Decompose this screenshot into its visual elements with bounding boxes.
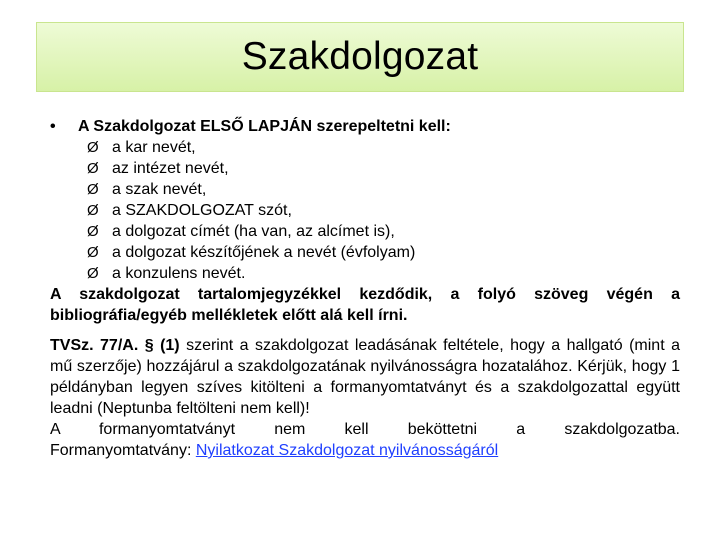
tvsz-reference: TVSz. 77/A. § (1) — [50, 337, 180, 354]
list-item — [87, 179, 680, 200]
bullet-icon: • — [50, 118, 56, 135]
list-item-text: a dolgozat készítőjének a nevét (évfolyam) — [112, 244, 416, 261]
page-title: Szakdolgozat — [241, 35, 479, 78]
arrow-bullet-icon: Ø — [87, 181, 99, 198]
arrow-bullet-icon: Ø — [87, 160, 99, 177]
list-item-text: a dolgozat címét (ha van, az alcímet is), — [112, 223, 395, 240]
form-link[interactable]: Nyilatkozat Szakdolgozat nyilvánosságáról — [195, 442, 499, 459]
arrow-bullet-icon: Ø — [87, 202, 99, 219]
tvsz-paragraph — [50, 335, 680, 419]
title-banner — [36, 22, 684, 92]
list-item-text: a konzulens nevét. — [112, 265, 246, 282]
list-item-text: a szak nevét, — [112, 181, 207, 198]
list-item-text: a SZAKDOLGOZAT szót, — [112, 202, 292, 219]
list-item — [87, 221, 680, 242]
arrow-bullet-icon: Ø — [87, 244, 99, 261]
list-item — [87, 137, 680, 158]
bullet-heading — [50, 116, 680, 137]
arrow-bullet-icon: Ø — [87, 139, 99, 156]
arrow-bullet-icon: Ø — [87, 223, 99, 240]
list-item — [87, 263, 680, 284]
list-item — [87, 158, 680, 179]
list-item-text: a kar nevét, — [112, 139, 196, 156]
required-items-list — [87, 137, 680, 284]
form-reference — [50, 440, 680, 461]
arrow-bullet-icon: Ø — [87, 265, 99, 282]
binding-note: A formanyomtatványt nem kell beköttetni a szakdolgozatba. — [50, 421, 680, 438]
toc-signature-note: A szakdolgozat tartalomjegyzékkel kezdődik, a folyó szöveg végén a bibliográfia/egyéb mellékletek előtt alá kell írni. — [50, 286, 680, 324]
form-label: Formanyomtatvány: — [50, 442, 196, 459]
bullet-heading-text: A Szakdolgozat ELSŐ LAPJÁN szerepeltetni kell: — [78, 118, 451, 135]
tvsz-text: szerint a szakdolgozat leadásának feltétele, hogy a hallgató (mint a mű szerzője) hozzájárul a szakdolgozatának nyilvánosságra hozatalához. Kérjük, hogy 1 példányban legyen szíves kitölteni a formanyomtatványt és a szakdolgozattal együtt leadni (Neptunba feltölteni nem kell)! — [50, 337, 680, 417]
slide-content — [50, 116, 680, 461]
list-item-text: az intézet nevét, — [112, 160, 229, 177]
list-item — [87, 242, 680, 263]
list-item — [87, 200, 680, 221]
